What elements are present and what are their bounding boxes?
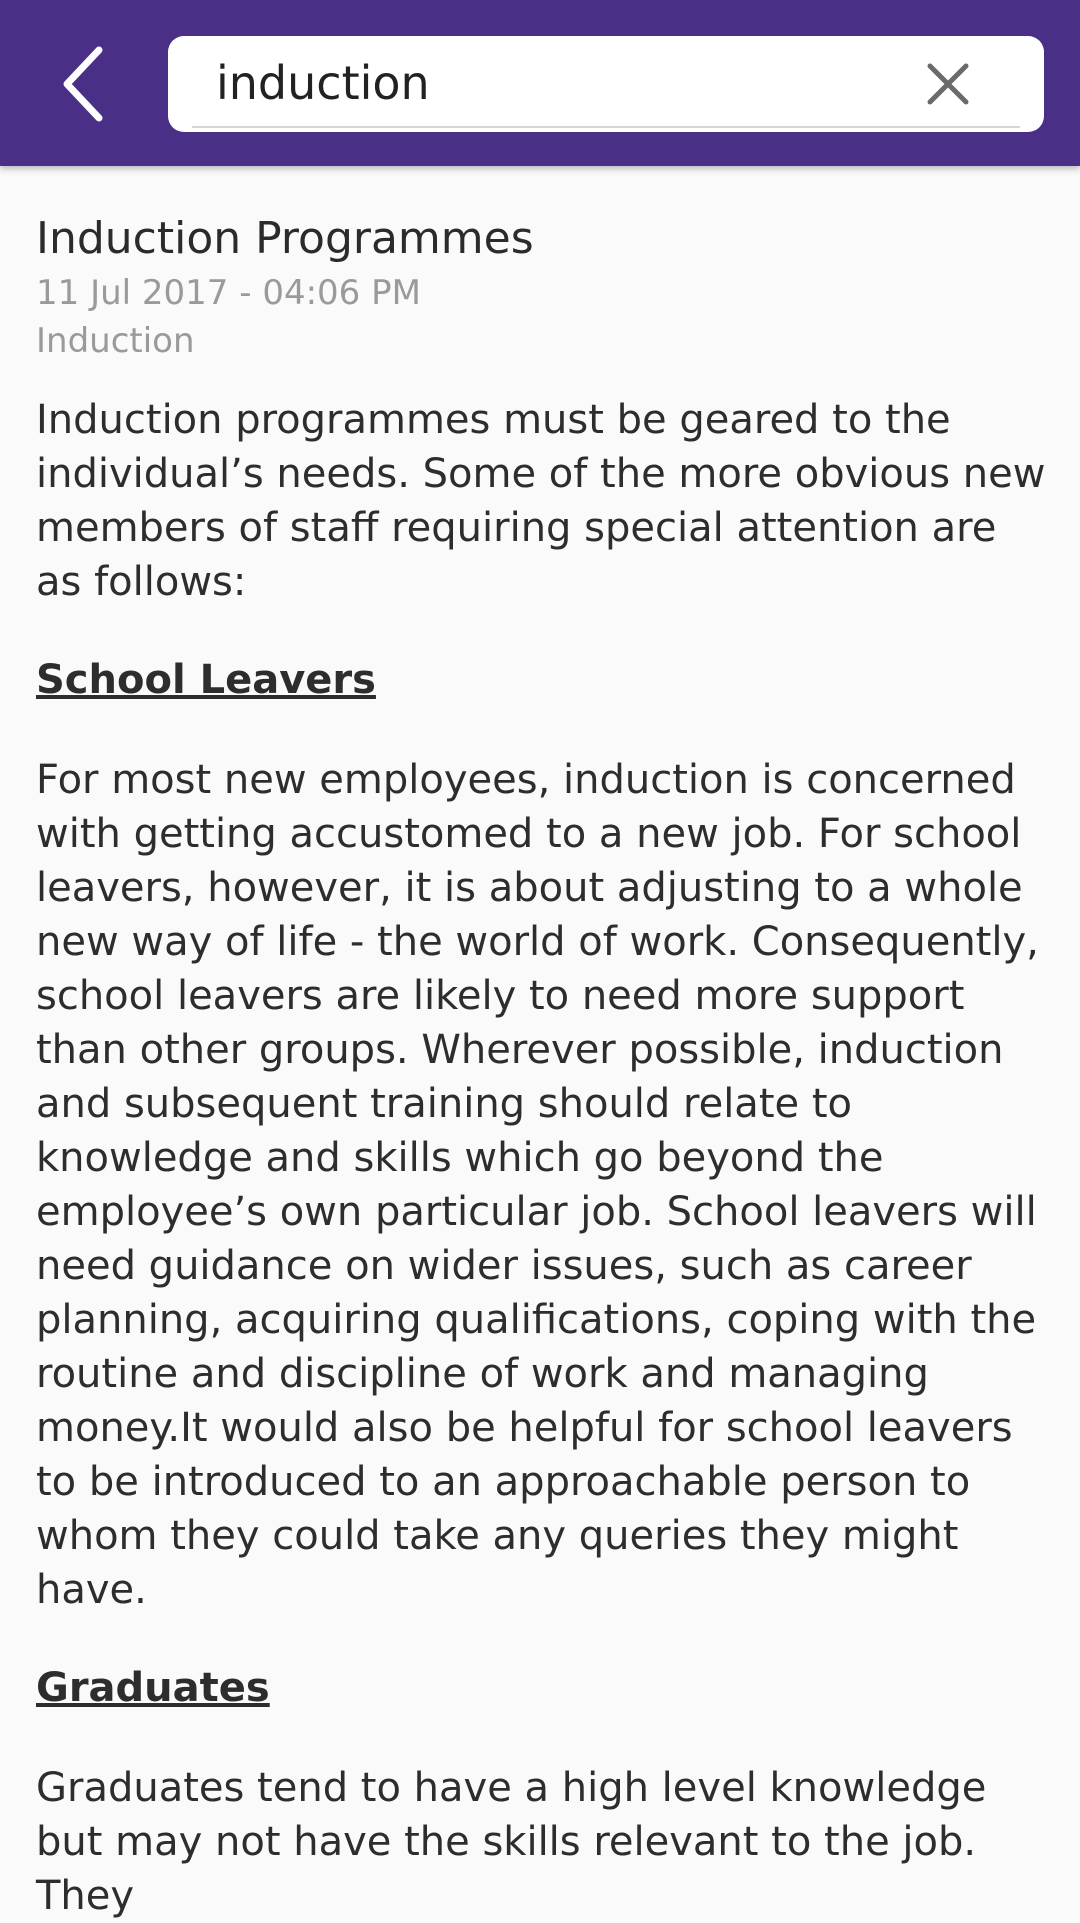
section-heading-graduates: Graduates (36, 1665, 270, 1711)
app-bar (0, 0, 1080, 166)
close-icon (926, 62, 970, 106)
back-button[interactable] (44, 32, 124, 136)
article-date: 11 Jul 2017 - 04:06 PM (36, 273, 421, 313)
back-arrow-icon (59, 44, 109, 124)
section-body-graduates: Graduates tend to have a high level knowledge but may not have the skills relevant to the job. They (36, 1765, 987, 1919)
article-content (36, 166, 1046, 1923)
section-heading-school-leavers: School Leavers (36, 657, 376, 703)
section-body-school-leavers: For most new employees, induction is concerned with getting accustomed to a new job. For school leavers, however, it is about adjusting to a whole new way of life - the world of work. Consequently, school leavers are likely to need more support than other groups. Wherever possible, induction and subsequent training should relate to knowledge and skills which go beyond the employee’s own particular job. School leavers will need guidance on wider issues, such as career planning, acquiring qualifications, coping with the routine and discipline of work and managing money.It would also be helpful for school leavers to be introduced to an approachable person to whom they could take any queries they might have. (36, 757, 1039, 1613)
search-box (168, 36, 1044, 132)
search-input[interactable] (216, 50, 876, 116)
article-intro: Induction programmes must be geared to the individual’s needs. Some of the more obvious new members of staff requiring special attention are as follows: (36, 397, 1046, 605)
article-category: Induction (36, 321, 195, 361)
article-title: Induction Programmes (36, 213, 534, 264)
clear-search-button[interactable] (922, 58, 974, 110)
search-underline (192, 126, 1020, 128)
